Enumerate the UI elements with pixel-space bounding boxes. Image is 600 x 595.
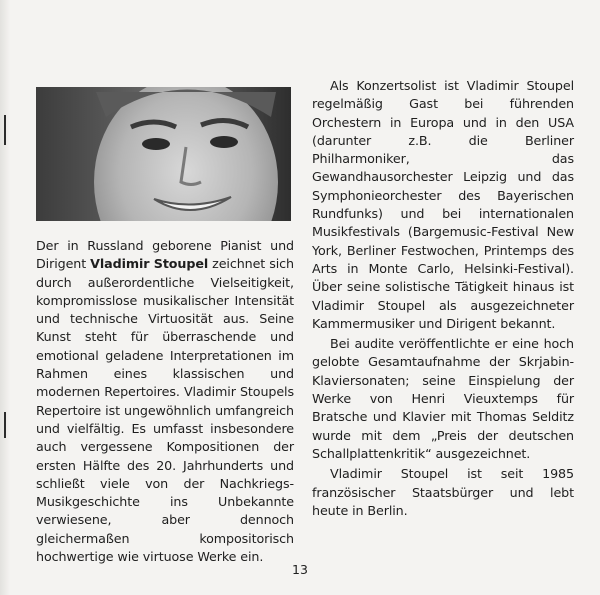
page-number: 13 bbox=[292, 562, 308, 577]
portrait-illustration bbox=[36, 87, 291, 221]
left-column bbox=[36, 237, 294, 566]
citizenship-paragraph: Vladimir Stoupel ist seit 1985 französischer Staatsbürger und lebt heute in Berlin. bbox=[312, 466, 574, 518]
right-column bbox=[312, 77, 574, 520]
binding-mark bbox=[4, 412, 6, 438]
page-edge bbox=[0, 0, 10, 595]
paragraph-text: zeichnet sich durch außerordentliche Vielseitigkeit, kompromisslose musikalischer Intensität und technische Virtuosität aus. Seine Kunst steht für überraschende und emotional geladene Interpretationen im Rahmen eines klassischen und modernen Repertoires. Vladimir Stoupels Repertoire ist ungewöhnlich umfangreich und vielfältig. Es umfasst insbesondere auch vergessene Kompositionen der ersten Hälfte des 20. Jahrhunderts und schließt viele von der Nachkriegs-Musikgeschichte ins Unbekannte verwiesene, aber dennoch gleichermaßen kompositorisch hochwertige wie virtuose Werke ein. bbox=[36, 256, 294, 565]
concert-paragraph: Als Konzertsolist ist Vladimir Stoupel regelmäßig Gast bei führenden Orchestern in Europa und in den USA (darunter z.B. die Berliner Philharmoniker, das Gewandhausorchester Leipzig und das Symphonieorchester des Bayerischen Rundfunks) und bei internationalen Musikfestivals (Bargemusic-Festival New York, Berliner Festwochen, Printemps des Arts in Monte Carlo, Helsinki-Festival). Über seine solistische Tätigkeit hinaus ist Vladimir Stoupel als ausgezeichneter Kammermusiker und Dirigent bekannt. bbox=[312, 78, 574, 331]
portrait-photo bbox=[36, 87, 291, 221]
biography-paragraph bbox=[36, 237, 294, 566]
recording-paragraph: Bei audite veröffentlichte er eine hoch gelobte Gesamtaufnahme der Skrjabin-Klaviersonaten; seine Einspielung der Werke von Henri Vieuxtemps für Bratsche und Klavier mit Thomas Selditz wurde mit dem „Preis der deutschen Schallplattenkritik“ ausgezeichnet. bbox=[312, 336, 574, 461]
artist-name: Vladimir Stoupel bbox=[90, 256, 209, 272]
paragraph-text: Der in Russland geborene Pianist und Dirigent bbox=[36, 238, 294, 272]
binding-mark bbox=[4, 115, 6, 145]
